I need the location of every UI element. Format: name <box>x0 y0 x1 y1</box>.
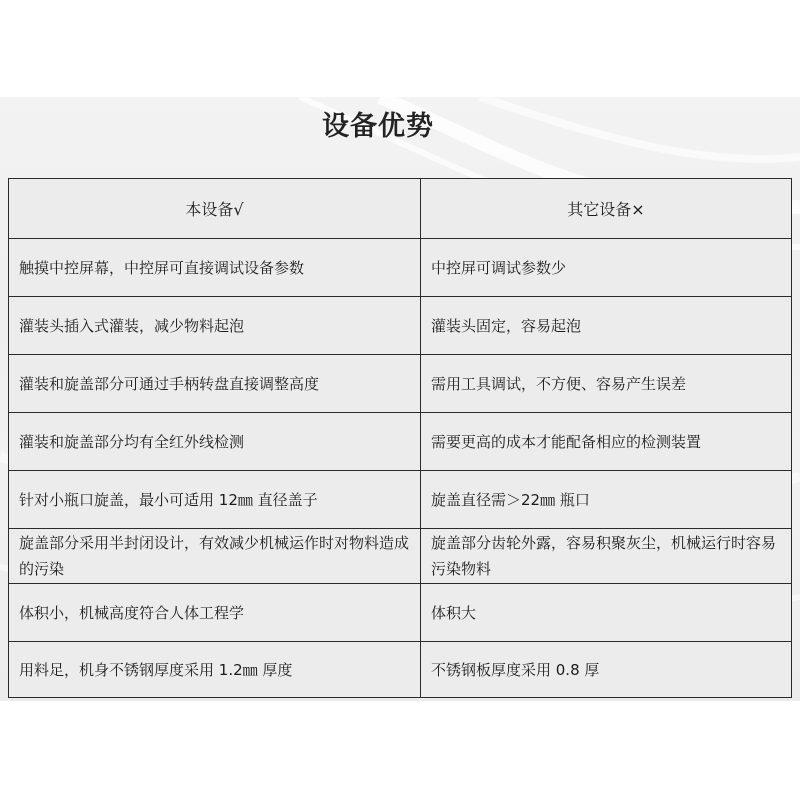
table-cell-other-device: 旋盖直径需＞22㎜ 瓶口 <box>421 471 792 529</box>
table-row <box>9 297 792 355</box>
table-header-row <box>9 179 792 239</box>
table-cell-this-device: 针对小瓶口旋盖，最小可适用 12㎜ 直径盖子 <box>9 471 421 529</box>
column-header-this-device: 本设备√ <box>9 179 421 239</box>
table-cell-other-device: 中控屏可调试参数少 <box>421 239 792 297</box>
table-cell-this-device: 灌装头插入式灌装，减少物料起泡 <box>9 297 421 355</box>
table-cell-this-device: 用料足，机身不锈钢厚度采用 1.2㎜ 厚度 <box>9 642 421 698</box>
table-cell-this-device: 灌装和旋盖部分均有全红外线检测 <box>9 413 421 471</box>
table-row <box>9 642 792 698</box>
table-row <box>9 471 792 529</box>
table-cell-other-device: 旋盖部分齿轮外露，容易积聚灰尘，机械运行时容易污染物料 <box>421 529 792 584</box>
table-row <box>9 529 792 584</box>
table-cell-other-device: 不锈钢板厚度采用 0.8 厚 <box>421 642 792 698</box>
table-cell-other-device: 需要更高的成本才能配备相应的检测装置 <box>421 413 792 471</box>
table-cell-this-device: 体积小，机械高度符合人体工程学 <box>9 584 421 642</box>
table-cell-this-device: 灌装和旋盖部分可通过手柄转盘直接调整高度 <box>9 355 421 413</box>
table-cell-other-device: 体积大 <box>421 584 792 642</box>
table-row <box>9 239 792 297</box>
page-title: 设备优势 <box>322 111 434 142</box>
table-row <box>9 584 792 642</box>
table-cell-this-device: 触摸中控屏幕，中控屏可直接调试设备参数 <box>9 239 421 297</box>
comparison-table <box>8 178 792 698</box>
table-cell-other-device: 需用工具调试，不方便、容易产生误差 <box>421 355 792 413</box>
table-row <box>9 413 792 471</box>
table-cell-this-device: 旋盖部分采用半封闭设计，有效减少机械运作时对物料造成的污染 <box>9 529 421 584</box>
table-row <box>9 355 792 413</box>
table-cell-other-device: 灌装头固定，容易起泡 <box>421 297 792 355</box>
column-header-other-device: 其它设备× <box>421 179 792 239</box>
